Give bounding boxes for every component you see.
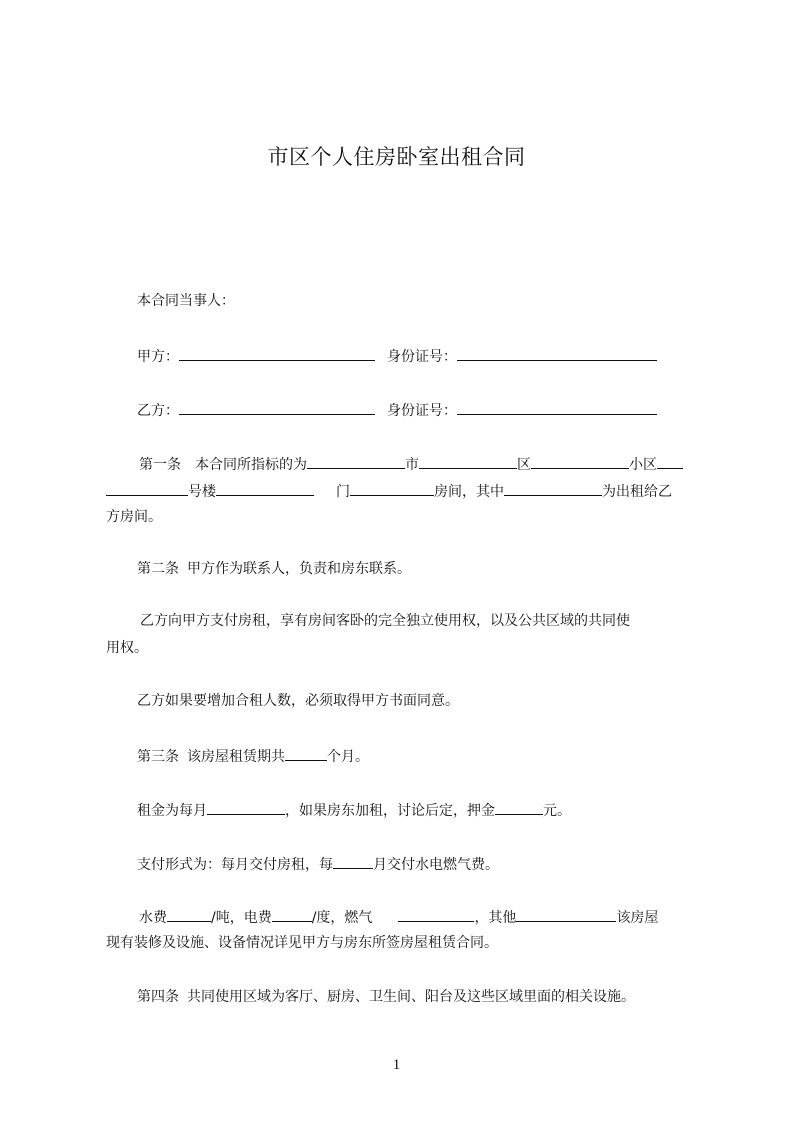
electricity-label: /吨，电费: [211, 910, 272, 926]
rent-label: 租金为每月: [137, 803, 207, 819]
article-1-line-3: 方房间。: [106, 509, 162, 525]
electricity-fee-blank: [272, 907, 312, 922]
party-a-id-label: 身份证号：: [387, 349, 457, 365]
monthly-rent-blank: [207, 800, 285, 815]
district-label: 区: [517, 457, 531, 473]
water-label: 水费: [139, 910, 167, 926]
rent-line: [137, 800, 571, 820]
other-fee-blank: [516, 907, 616, 922]
unit-blank: [216, 481, 314, 496]
room-label: 房间，其中: [434, 484, 504, 500]
deposit-blank: [495, 800, 543, 815]
article-2-para-2: [106, 612, 702, 658]
rent-terms: ，如果房东加租，讨论后定，押金: [285, 803, 495, 819]
city-blank: [307, 454, 405, 469]
gas-fee-blank: [398, 907, 474, 922]
building-label: 号楼: [188, 484, 216, 500]
community-blank-tail: [657, 454, 683, 469]
article-3-text: 该房屋租赁期共: [187, 749, 285, 765]
payment-terms: 月交付水电燃气费。: [373, 857, 499, 873]
party-b-name-blank: [179, 400, 375, 415]
party-a-id-blank: [457, 346, 657, 361]
article-3-months: 个月。: [327, 749, 369, 765]
party-b-id-label: 身份证号：: [387, 403, 457, 419]
article-3-heading: 第三条: [137, 749, 179, 765]
payment-line: [137, 854, 499, 874]
city-label: 市: [405, 457, 419, 473]
deposit-unit: 元。: [543, 803, 571, 819]
party-a-name-blank: [179, 346, 375, 361]
article-1-heading: 第一条: [139, 457, 181, 473]
article-1-text: 本合同所指标的为: [195, 457, 307, 473]
article-1: [106, 454, 702, 526]
rent-out-label: 为出租给乙: [602, 484, 672, 500]
utilities-line-1: [139, 907, 658, 927]
water-fee-blank: [167, 907, 211, 922]
article-3-line: [137, 746, 369, 766]
article-2-heading: 第二条: [137, 561, 179, 577]
article-2-para-2-line-2: 用权。: [106, 640, 148, 656]
article-1-line-1: [139, 454, 683, 474]
other-label: ，其他: [474, 910, 517, 926]
article-2-line: [137, 560, 411, 578]
article-2-para-2-line-1: 乙方向甲方支付房租，享有房间客卧的完全独立使用权，以及公共区域的共同使: [140, 613, 630, 629]
utility-months-blank: [333, 854, 373, 869]
district-blank: [419, 454, 517, 469]
community-blank: [531, 454, 629, 469]
article-4-heading: 第四条: [137, 989, 179, 1005]
door-blank: [350, 481, 434, 496]
community-label: 小区: [629, 457, 657, 473]
building-blank: [106, 481, 188, 496]
term-months-blank: [285, 746, 327, 761]
utilities-para: [106, 907, 702, 953]
payment-label: 支付形式为：每月交付房租，每: [137, 857, 333, 873]
party-b-label: 乙方：: [137, 403, 179, 419]
utilities-line-2: 现有装修及设施、设备情况详见甲方与房东所签房屋租赁合同。: [106, 935, 498, 951]
parties-heading: 本合同当事人：: [137, 293, 235, 309]
document-title: 市区个人住房卧室出租合同: [267, 145, 526, 169]
gas-label: /度，燃气: [311, 910, 373, 926]
article-4-line: [137, 988, 635, 1006]
utilities-tail: 该房屋: [616, 910, 659, 926]
room-blank: [504, 481, 602, 496]
page-number: 1: [392, 1057, 401, 1073]
article-2-text: 甲方作为联系人，负责和房东联系。: [187, 561, 411, 577]
party-a-label: 甲方：: [137, 349, 179, 365]
article-4-text: 共同使用区域为客厅、厨房、卫生间、阳台及这些区域里面的相关设施。: [187, 989, 635, 1005]
door-label: 门: [336, 484, 350, 500]
party-a-line: [137, 346, 657, 366]
article-1-line-2: [106, 481, 672, 501]
party-b-line: [137, 400, 657, 420]
party-b-id-blank: [457, 400, 657, 415]
article-2-para-3: 乙方如果要增加合租人数，必须取得甲方书面同意。: [137, 693, 459, 709]
